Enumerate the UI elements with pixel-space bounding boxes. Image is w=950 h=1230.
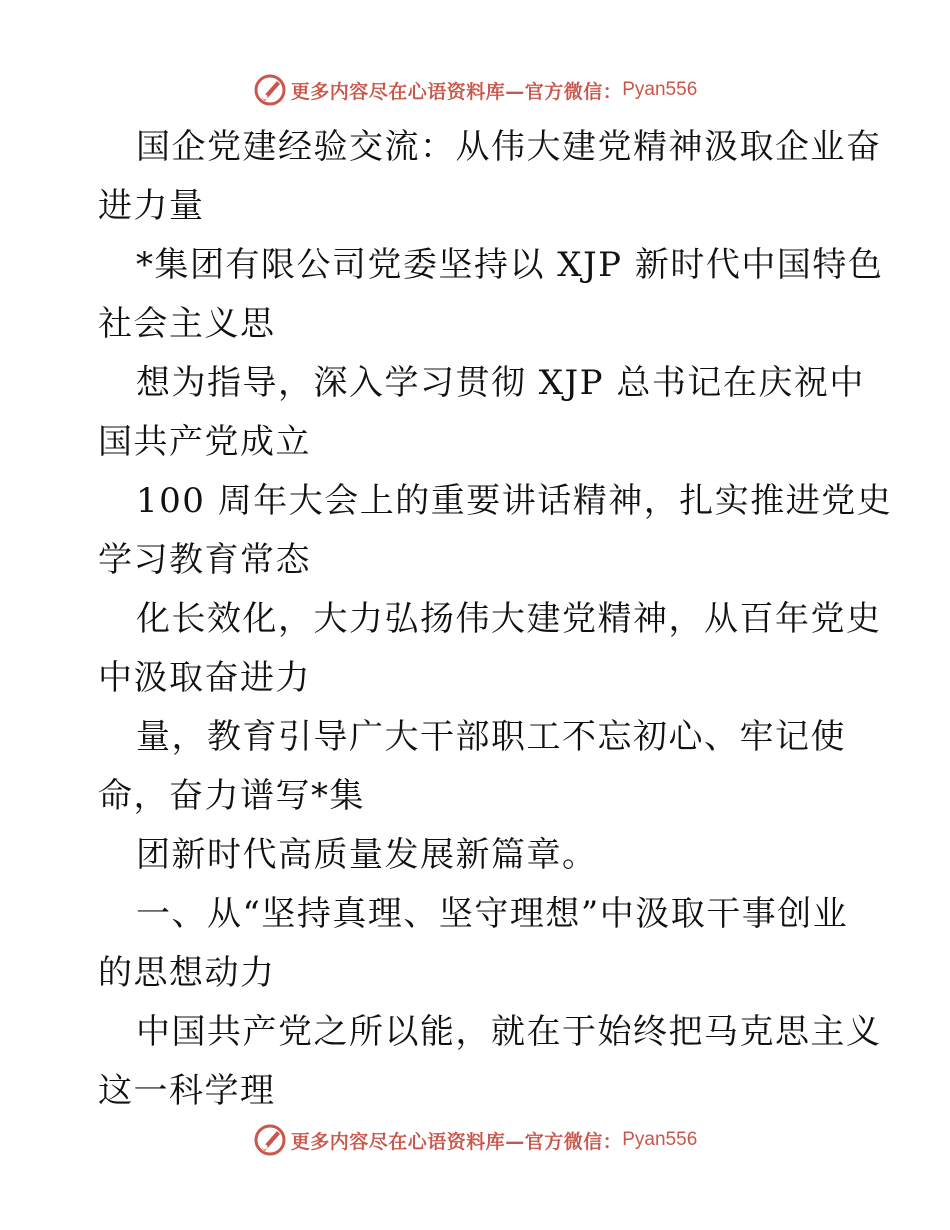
pen-logo-icon bbox=[253, 73, 287, 107]
header-banner bbox=[0, 70, 950, 110]
document-line: 这一科学理 bbox=[98, 1071, 276, 1111]
document-line: 中汲取奋进力 bbox=[98, 658, 311, 698]
document-line: 中国共产党之所以能，就在于始终把马克思主义 bbox=[136, 1012, 882, 1052]
section-heading-continued: 的思想动力 bbox=[98, 953, 276, 993]
document-line: 进力量 bbox=[98, 186, 205, 226]
document-line: 学习教育常态 bbox=[98, 540, 311, 580]
footer-banner bbox=[0, 1120, 950, 1160]
section-heading: 一、从“坚持真理、坚守理想”中汲取干事创业 bbox=[136, 894, 849, 934]
document-line: 国共产党成立 bbox=[98, 422, 311, 462]
footer-banner-handle: Pyan556 bbox=[622, 1129, 698, 1150]
document-line: 100 周年大会上的重要讲话精神，扎实推进党史 bbox=[136, 481, 893, 521]
document-body bbox=[98, 120, 893, 1123]
document-line: 国企党建经验交流：从伟大建党精神汲取企业奋 bbox=[136, 127, 882, 167]
document-line: 社会主义思 bbox=[98, 304, 276, 344]
document-line: 命，奋力谱写*集 bbox=[98, 776, 365, 816]
document-line: 化长效化，大力弘扬伟大建党精神，从百年党史 bbox=[136, 599, 882, 639]
header-banner-text: 更多内容尽在心语资料库—官方微信： bbox=[290, 80, 623, 103]
document-line: 团新时代高质量发展新篇章。 bbox=[136, 835, 598, 875]
document-line: 量，教育引导广大干部职工不忘初心、牢记使 bbox=[136, 717, 846, 757]
header-banner-handle: Pyan556 bbox=[622, 79, 698, 100]
pen-logo-icon bbox=[253, 1123, 287, 1157]
document-line: 想为指导，深入学习贯彻 XJP 总书记在庆祝中 bbox=[136, 363, 865, 403]
document-line: *集团有限公司党委坚持以 XJP 新时代中国特色 bbox=[136, 245, 884, 285]
footer-banner-text: 更多内容尽在心语资料库—官方微信： bbox=[290, 1130, 623, 1153]
